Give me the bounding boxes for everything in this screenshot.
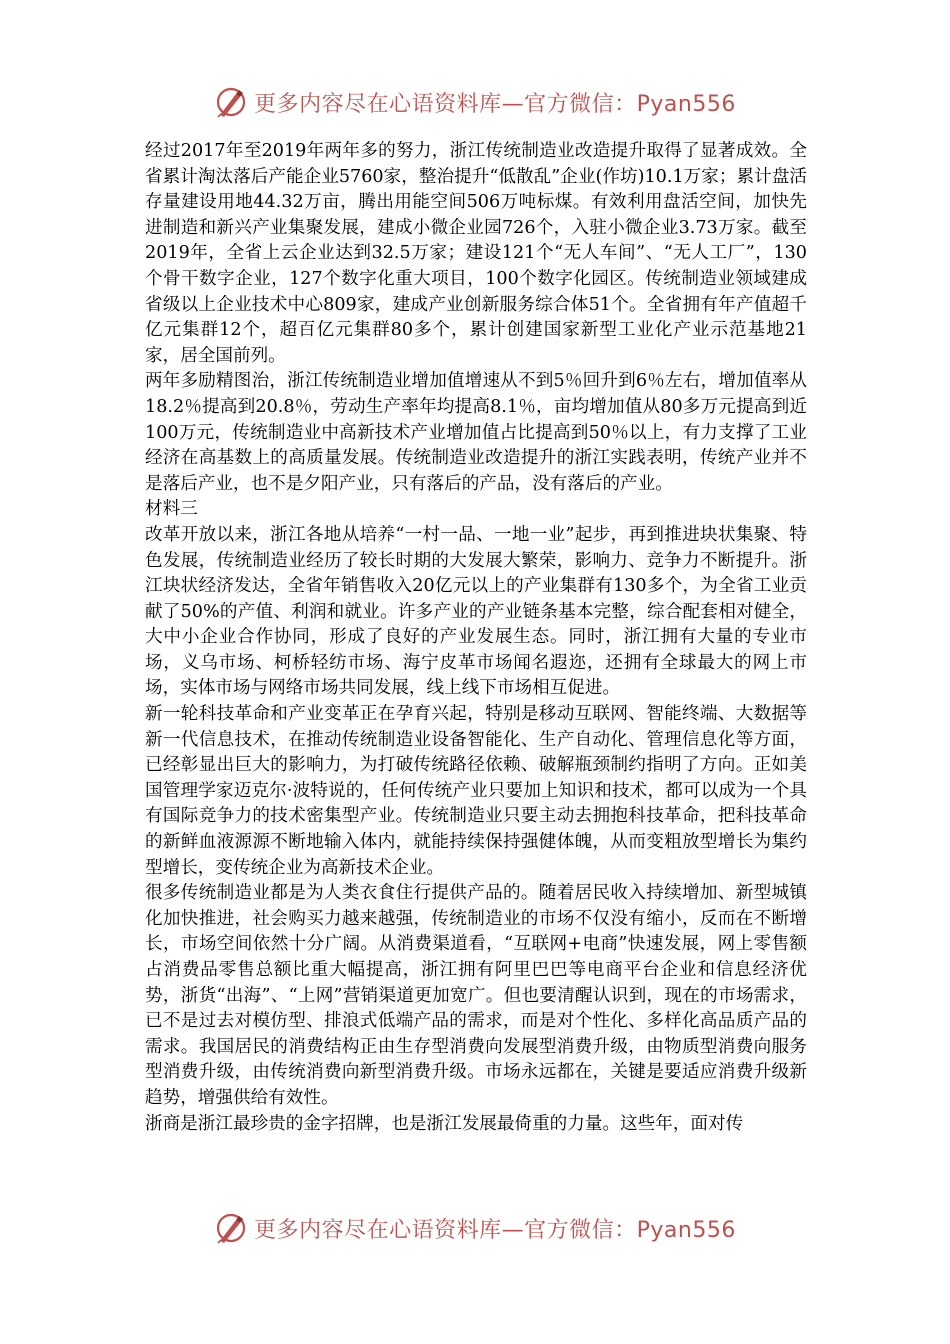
pen-logo-icon [214,1211,248,1245]
paragraph-market: 很多传统制造业都是为人类衣食住行提供产品的。随着居民收入持续增加、新型城镇化加快推进，社会购买力越来越强，传统制造业的市场不仅没有缩小，反而在不断增长，市场空间依然十分广阔。从消费渠道看，“互联网+电商”快速发展，网上零售额占消费品零售总额比重大幅提高，浙江拥有阿里巴巴等电商平台企业和信息经济优势，浙货“出海”、“上网”营销渠道更加宽广。但也要清醒认识到，现在的市场需求，已不是过去对模仿型、排浪式低端产品的需求，而是对个性化、多样化高品质产品的需求。我国居民的消费结构正由生存型消费向发展型消费升级，由物质型消费向服务型消费升级，由传统消费向新型消费升级。市场永远都在，关键是要适应消费升级新趋势，增强供给有效性。 [145,883,807,1108]
pen-logo-icon [214,85,248,119]
paragraph-growth: 两年多励精图治，浙江传统制造业增加值增速从不到5％回升到6％左右，增加值率从18.2％提高到20.8％，劳动生产率年均提高8.1％，亩均增加值从80多万元提高到近100万元，传统制造业中高新技术产业增加值占比提高到50％以上，有力支撑了工业经济在高基数上的高质量发展。传统制造业改造提升的浙江实践表明，传统产业并不是落后产业，也不是夕阳产业，只有落后的产品，没有落后的产业。 [145,371,807,494]
paragraph-results: 经过2017年至2019年两年多的努力，浙江传统制造业改造提升取得了显著成效。全省累计淘汰落后产能企业5760家，整治提升“低散乱”企业(作坊)10.1万家；累计盘活存量建设用地44.32万亩，腾出用能空间506万吨标煤。有效利用盘活空间，加快先进制造和新兴产业集聚发展，建成小微企业园726个，入驻小微企业3.73万家。截至2019年，全省上云企业达到32.5万家；建设121个“无人车间”、“无人工厂”，130个骨干数字企业，127个数字化重大项目，100个数字化园区。传统制造业领域建成省级以上企业技术中心809家，建成产业创新服务综合体51个。全省拥有年产值超千亿元集群12个，超百亿元集群80多个，累计创建国家新型工业化产业示范基地21家，居全国前列。 [145,141,807,366]
header-watermark-text: 更多内容尽在心语资料库—官方微信：Pyan556 [254,91,736,117]
paragraph-reform: 改革开放以来，浙江各地从培养“一村一品、一地一业”起步，再到推进块状集聚、特色发展，传统制造业经历了较长时期的大发展大繁荣，影响力、竞争力不断提升。浙江块状经济发达，全省年销售收入20亿元以上的产业集群有130多个，为全省工业贡献了50%的产值、利润和就业。许多产业的产业链条基本完整，综合配套相对健全，大中小企业合作协同，形成了良好的产业发展生态。同时，浙江拥有大量的专业市场，义乌市场、柯桥轻纺市场、海宁皮革市场闻名遐迩，还拥有全球最大的网上市场，实体市场与网络市场共同发展，线上线下市场相互促进。 [145,524,807,699]
paragraph-technology: 新一轮科技革命和产业变革正在孕育兴起，特别是移动互联网、智能终端、大数据等新一代信息技术，在推动传统制造业设备智能化、生产自动化、管理信息化等方面，已经彰显出巨大的影响力，为打破传统路径依赖、破解瓶颈制约指明了方向。正如美国管理学家迈克尔·波特说的，任何传统产业只要加上知识和技术，都可以成为一个具有国际竞争力的技术密集型产业。传统制造业只要主动去拥抱科技革命，把科技革命的新鲜血液源源不断地输入体内，就能持续保持强健体魄，从而变粗放型增长为集约型增长，变传统企业为高新技术企业。 [145,704,807,878]
footer-watermark-banner [0,1208,950,1248]
header-watermark-banner [0,82,950,122]
paragraph-zheshang: 浙商是浙江最珍贵的金字招牌，也是浙江发展最倚重的力量。这些年，面对传 [145,1113,744,1134]
footer-watermark-text: 更多内容尽在心语资料库—官方微信：Pyan556 [254,1217,736,1243]
document-body [145,139,807,1137]
section-heading-material-3: 材料三 [145,499,198,520]
